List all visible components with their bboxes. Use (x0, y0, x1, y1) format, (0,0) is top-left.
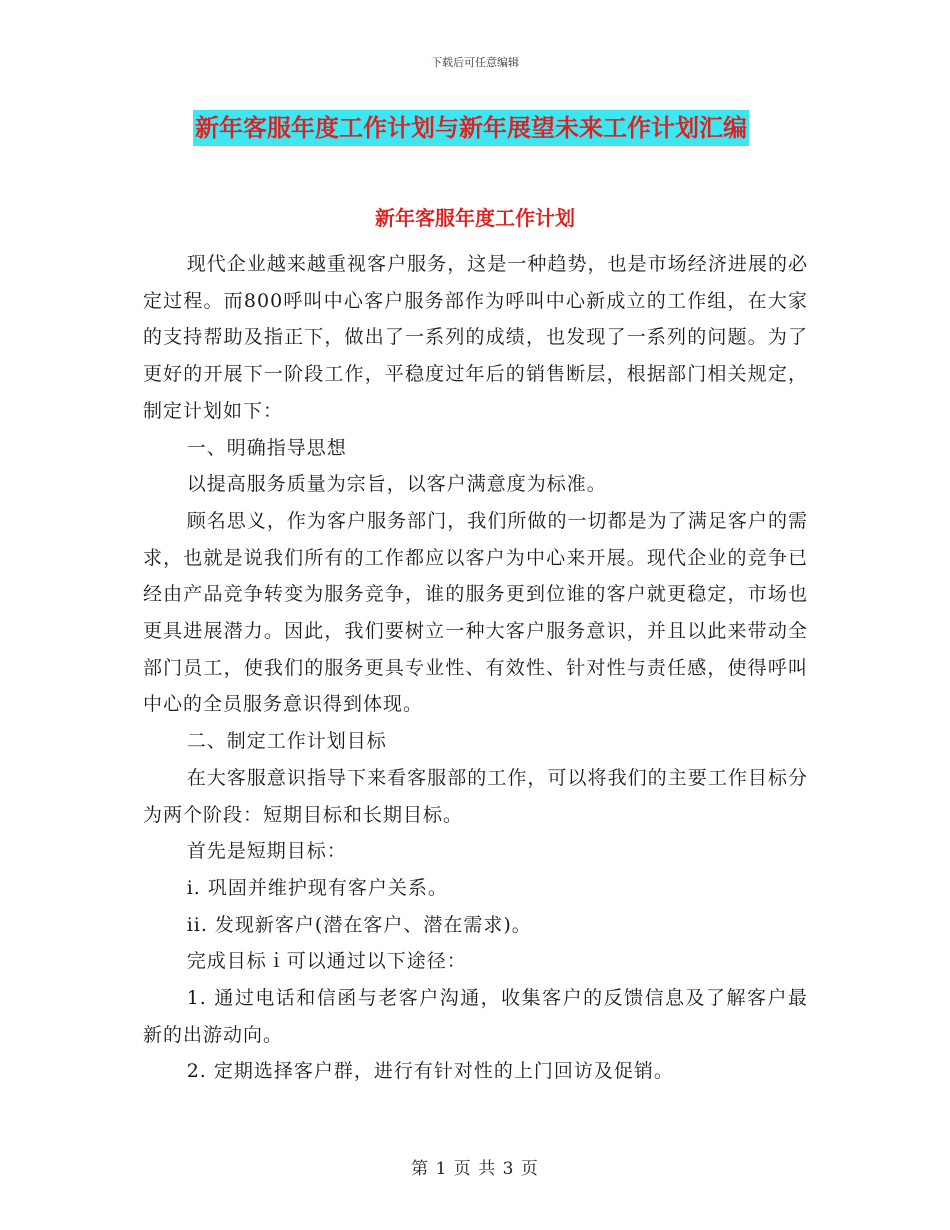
paragraph-goal-stages: 在大客服意识指导下来看客服部的工作，可以将我们的主要工作目标分为两个阶段：短期目标和长期目标。 (143, 766, 808, 826)
document-body (143, 246, 808, 1090)
paragraph-service-awareness: 顾名思义，作为客户服务部门，我们所做的一切都是为了满足客户的需求，也就是说我们所有的工作都应以客户为中心来开展。现代企业的竞争已经由产品竞争转变为服务竞争，谁的服务更到位谁的客户就更稳定，市场也更具进展潜力。因此，我们要树立一种大客户服务意识，并且以此来带动全部门员工，使我们的服务更具专业性、有效性、针对性与责任感，使得呼叫中心的全员服务意识得到体现。 (143, 509, 808, 716)
main-title-container (193, 110, 749, 146)
section-title: 新年客服年度工作计划 (375, 206, 575, 230)
paragraph-approach: 完成目标ｉ可以通过以下途径： (186, 950, 467, 973)
list-item-approach-2: 2. 定期选择客户群，进行有针对性的上门回访及促销。 (186, 1060, 674, 1083)
main-title: 新年客服年度工作计划与新年展望未来工作计划汇编 (193, 110, 749, 146)
paragraph-principle: 以提高服务质量为宗旨，以客户满意度为标准。 (186, 473, 607, 496)
paragraph-short-term: 首先是短期目标： (186, 840, 347, 863)
page-footer: 第 1 页 共 3 页 (411, 1159, 539, 1179)
header-note: 下载后可任意编辑 (431, 56, 519, 69)
paragraph-intro: 现代企业越来越重视客户服务，这是一种趋势，也是市场经济进展的必定过程。而800呼叫中心客户服务部作为呼叫中心新成立的工作组，在大家的支持帮助及指正下，做出了一系列的成绩，也发现了一系列的问题。为了更好的开展下一阶段工作，平稳度过年后的销售断层，根据部门相关规定，制定计划如下： (143, 253, 808, 422)
heading-work-goals: 二、制定工作计划目标 (186, 730, 387, 753)
list-item-goal-ii: ii. 发现新客户(潜在客户、潜在需求)。 (186, 913, 532, 936)
heading-guiding-ideology: 一、明确指导思想 (186, 436, 347, 459)
list-item-approach-1: 1. 通过电话和信函与老客户沟通，收集客户的反馈信息及了解客户最新的出游动向。 (143, 987, 808, 1046)
list-item-goal-i: i. 巩固并维护现有客户关系。 (186, 876, 448, 899)
